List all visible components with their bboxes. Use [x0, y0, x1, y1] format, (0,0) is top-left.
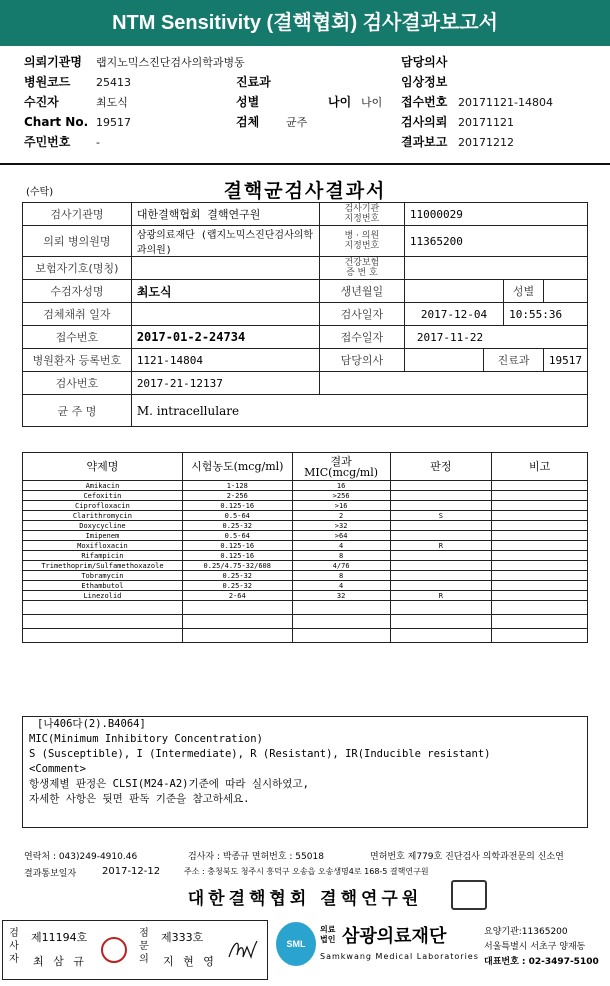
insurer-value: [131, 257, 319, 280]
results-cell: 16: [292, 481, 390, 491]
patient-header: [24, 54, 600, 154]
results-cell: 0.125-16: [182, 541, 292, 551]
results-cell: >64: [292, 531, 390, 541]
report-title: NTM Sensitivity (결핵협회) 검사결과보고서: [0, 0, 610, 46]
results-cell: [182, 629, 292, 643]
note-line: [나406다(2).B4064]: [37, 718, 146, 730]
header-row: [24, 54, 600, 71]
registration-no-label: 병원환자 등록번호: [23, 349, 132, 372]
header-v1: -: [96, 136, 100, 149]
results-cell: Trimethoprim/Sulfamethoxazole: [23, 561, 183, 571]
results-cell: Tobramycin: [23, 571, 183, 581]
results-cell: [292, 615, 390, 629]
results-cell: 0.125-16: [182, 501, 292, 511]
tester-stamp-icon: [101, 937, 127, 963]
specialist-label: [137, 927, 151, 966]
results-cell: [182, 601, 292, 615]
results-cell: [492, 591, 588, 601]
header-l3: 담당의사: [401, 55, 448, 69]
header-v2b: 나이: [361, 96, 383, 109]
results-cell: [23, 629, 183, 643]
collection-date-value: [131, 303, 319, 326]
results-cell: 1-128: [182, 481, 292, 491]
results-cell: 8: [292, 571, 390, 581]
results-cell: [390, 481, 492, 491]
results-cell: S: [390, 511, 492, 521]
results-cell: 0.5-64: [182, 531, 292, 541]
physician-license: 면허번호 제779호 진단검사 의학과전문의 신소연: [370, 852, 564, 862]
results-cell: Imipenem: [23, 531, 183, 541]
doctor-label: 담당의사: [319, 349, 404, 372]
results-cell: >16: [292, 501, 390, 511]
report-date-value: 2017-12-12: [102, 866, 161, 877]
results-cell: [390, 615, 492, 629]
report-date-label: 결과통보일자: [24, 869, 77, 879]
tester-license-no: 제11194호: [31, 931, 88, 944]
birthdate-value: [404, 280, 503, 303]
insurer-label: 보험자기호(명칭): [23, 257, 132, 280]
results-cell: Ciprofloxacin: [23, 501, 183, 511]
results-cell: [390, 531, 492, 541]
results-row: [23, 531, 588, 541]
results-row: [23, 541, 588, 551]
accession-no-value: 2017-01-2-24734: [131, 326, 319, 349]
header-l1: 병원코드: [24, 75, 71, 89]
results-row: [23, 511, 588, 521]
report-info-table: [22, 202, 588, 427]
note-line: 자세한 사항은 뒷면 판독 기준을 참고하세요.: [29, 793, 250, 805]
header-v1: 랩지노믹스진단검사의학과병동: [96, 56, 245, 69]
specialist-signature-icon: [225, 935, 259, 965]
tester-label-char: 자: [9, 954, 19, 965]
results-cell: 2-64: [182, 591, 292, 601]
note-line: MIC(Minimum Inhibitory Concentration): [29, 733, 263, 745]
company-logo-icon: SML: [276, 922, 316, 966]
department-value: 19517: [543, 349, 587, 372]
hospital-name-label: 의뢰 병의원명: [23, 226, 132, 257]
department-label: 진료과: [484, 349, 544, 372]
signature-box: [2, 920, 268, 980]
company-english-name: Samkwang Medical Laboratories: [320, 952, 479, 961]
results-cell: [492, 601, 588, 615]
results-header: 시험농도(mcg/ml): [182, 453, 292, 481]
results-header: 약제명: [23, 453, 183, 481]
results-cell: 0.25-32: [182, 571, 292, 581]
header-l1: 수진자: [24, 95, 59, 109]
results-cell: [492, 581, 588, 591]
results-cell: >32: [292, 521, 390, 531]
results-row: [23, 501, 588, 511]
results-row: [23, 615, 588, 629]
header-v1: 최도식: [96, 96, 128, 109]
header-l2: 진료과: [236, 75, 271, 89]
insurance-no-value: [404, 257, 587, 280]
header-l3: 검사의뢰: [401, 115, 448, 129]
patient-name-value: 최도식: [131, 280, 319, 303]
specialist-label-char: 문: [139, 941, 149, 952]
header-v3: 20171121-14804: [458, 96, 553, 109]
registration-no-value: 1121-14804: [131, 349, 319, 372]
results-cell: Clarithromycin: [23, 511, 183, 521]
header-v1: 25413: [96, 76, 131, 89]
received-date-value: 2017-11-22: [404, 326, 587, 349]
results-cell: 2: [292, 511, 390, 521]
results-cell: [390, 491, 492, 501]
insurance-no-label: 건강보험 증 번 호: [319, 257, 404, 280]
results-cell: Cefoxitin: [23, 491, 183, 501]
collection-date-label: 검체채취 일자: [23, 303, 132, 326]
results-header: 비고: [492, 453, 588, 481]
results-cell: [492, 491, 588, 501]
header-l2: 성별: [236, 95, 260, 109]
header-row: [24, 74, 600, 91]
header-l3: 임상정보: [401, 75, 448, 89]
test-time-value: 10:55:36: [504, 303, 588, 326]
specialist-label-char: 점: [139, 928, 149, 939]
results-cell: [390, 571, 492, 581]
header-l2b: 나이: [328, 95, 352, 109]
results-cell: [492, 511, 588, 521]
note-line: S (Susceptible), I (Intermediate), R (Resistant), IR(Inducible resistant): [29, 748, 491, 760]
results-cell: 32: [292, 591, 390, 601]
strain-label: 균 주 명: [23, 395, 132, 427]
header-v2: 균주: [286, 116, 308, 129]
results-cell: [492, 541, 588, 551]
results-cell: [492, 531, 588, 541]
results-cell: Moxifloxacin: [23, 541, 183, 551]
tester-label-char: 사: [9, 941, 19, 952]
results-cell: [390, 561, 492, 571]
strain-value: M. intracellulare: [131, 395, 587, 427]
results-cell: [492, 521, 588, 531]
results-cell: Doxycycline: [23, 521, 183, 531]
results-cell: [492, 561, 588, 571]
results-row: [23, 601, 588, 615]
lab-name-value: 대한결핵협회 결핵연구원: [131, 203, 319, 226]
results-cell: [492, 629, 588, 643]
header-l3: 접수번호: [401, 95, 448, 109]
results-cell: Ethambutol: [23, 581, 183, 591]
results-cell: [492, 571, 588, 581]
results-row: [23, 571, 588, 581]
tester-label: [7, 927, 21, 966]
test-date-label: 검사일자: [319, 303, 404, 326]
results-cell: 0.25-32: [182, 521, 292, 531]
results-row: [23, 561, 588, 571]
test-no-value: 2017-21-12137: [131, 372, 319, 395]
sex-value: [543, 280, 587, 303]
results-cell: 0.25-32: [182, 581, 292, 591]
results-cell: 0.5-64: [182, 511, 292, 521]
header-l1: Chart No.: [24, 115, 89, 129]
contact-info: 연락처 : 043)249-4910.46: [24, 852, 138, 862]
results-cell: 4: [292, 541, 390, 551]
results-cell: [390, 629, 492, 643]
doctor-value: [404, 349, 483, 372]
results-cell: 4/76: [292, 561, 390, 571]
results-cell: Rifampicin: [23, 551, 183, 561]
accession-no-label: 접수번호: [23, 326, 132, 349]
results-cell: [292, 601, 390, 615]
results-cell: 4: [292, 581, 390, 591]
results-cell: [390, 501, 492, 511]
lab-address: 주소 : 충청북도 청주시 흥덕구 오송읍 오송생명4로 168-5 결핵연구원: [184, 867, 429, 876]
sex-label: 성별: [504, 280, 544, 303]
header-row: [24, 114, 600, 131]
header-l1: 주민번호: [24, 135, 71, 149]
results-cell: [492, 481, 588, 491]
specialist-label-char: 의: [139, 954, 149, 965]
lab-no-value: 11000029: [404, 203, 587, 226]
patient-name-label: 수검자성명: [23, 280, 132, 303]
results-row: [23, 551, 588, 561]
header-l2: 검체: [236, 115, 260, 129]
specialist-name: 지 현 영: [163, 955, 217, 968]
tester-label-char: 검: [9, 928, 19, 939]
results-cell: [390, 581, 492, 591]
results-cell: 0.25/4.75-32/608: [182, 561, 292, 571]
test-no-blank: [319, 372, 587, 395]
header-row: [24, 94, 600, 111]
company-phone: 대표번호 : 02-3497-5100: [484, 957, 599, 967]
results-cell: [390, 601, 492, 615]
results-cell: [292, 629, 390, 643]
institute-name: 대한결핵협회 결핵연구원: [187, 889, 423, 909]
consignment-tag: (수탁): [26, 187, 54, 198]
test-date-value: 2017-12-04: [404, 303, 503, 326]
note-line: 항생제별 판정은 CLSI(M24-A2)기준에 따라 실시하였고,: [29, 778, 309, 790]
results-cell: 2-256: [182, 491, 292, 501]
header-divider: [0, 163, 610, 165]
susceptibility-table: [22, 452, 588, 643]
results-cell: [182, 615, 292, 629]
test-no-label: 검사번호: [23, 372, 132, 395]
hospital-name-value: 삼광의료재단 (랩지노믹스진단검사의학과의원): [131, 226, 319, 257]
results-cell: [492, 551, 588, 561]
results-cell: [23, 601, 183, 615]
results-header: 판정: [390, 453, 492, 481]
results-cell: 8: [292, 551, 390, 561]
lab-name-label: 검사기관명: [23, 203, 132, 226]
notes-box: [22, 716, 588, 828]
results-row: [23, 629, 588, 643]
results-cell: R: [390, 591, 492, 601]
header-v3: 20171212: [458, 136, 514, 149]
header-v1: 19517: [96, 116, 131, 129]
tester-name: 최 삼 규: [33, 955, 87, 968]
hospital-no-value: 11365200: [404, 226, 587, 257]
company-name: 삼광의료재단: [342, 926, 447, 947]
results-header: 결과 MIC(mcg/ml): [292, 453, 390, 481]
results-cell: [492, 501, 588, 511]
header-v3: 20171121: [458, 116, 514, 129]
header-l3: 결과보고: [401, 135, 448, 149]
header-row: [24, 134, 600, 151]
results-cell: [390, 521, 492, 531]
institute-seal-icon: [451, 880, 487, 910]
results-cell: [23, 615, 183, 629]
results-cell: [492, 615, 588, 629]
lab-no-label: 검사기관 지정번호: [319, 203, 404, 226]
results-row: [23, 521, 588, 531]
results-row: [23, 591, 588, 601]
note-line: <Comment>: [29, 763, 86, 775]
birthdate-label: 생년월일: [319, 280, 404, 303]
results-cell: 0.125-16: [182, 551, 292, 561]
tester-info: 검사자 : 박종규 면허번호 : 55018: [188, 852, 324, 862]
results-row: [23, 491, 588, 501]
results-cell: [390, 551, 492, 561]
provider-code: 요양기관:11365200: [484, 927, 568, 937]
results-row: [23, 581, 588, 591]
corporation-prefix: 의료 법인: [320, 925, 336, 944]
specialist-license-no: 제333호: [161, 931, 204, 944]
received-date-label: 접수일자: [319, 326, 404, 349]
hospital-no-label: 병 · 의원 지정번호: [319, 226, 404, 257]
results-cell: R: [390, 541, 492, 551]
document-title: 결핵균검사결과서: [223, 180, 387, 202]
results-cell: Linezolid: [23, 591, 183, 601]
header-l1: 의뢰기관명: [24, 55, 82, 69]
results-cell: >256: [292, 491, 390, 501]
company-address: 서울특별시 서초구 양재동: [484, 942, 586, 952]
results-cell: Amikacin: [23, 481, 183, 491]
results-row: [23, 481, 588, 491]
